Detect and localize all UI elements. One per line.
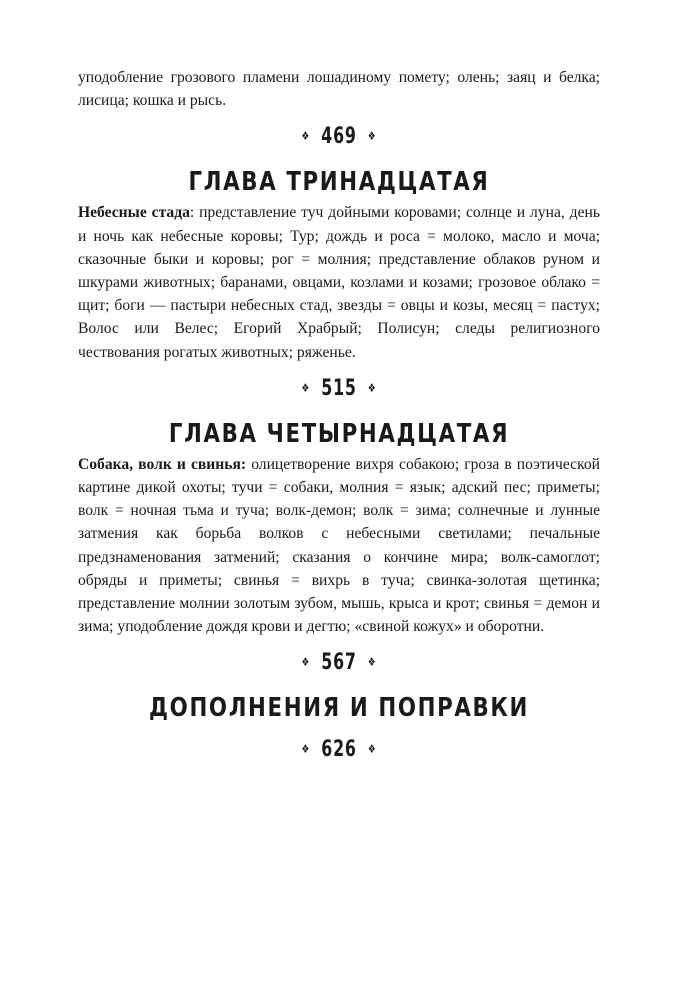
page-number-469	[130, 122, 548, 151]
ornament-icon: ❖	[301, 129, 311, 144]
chapter-13-summary	[78, 201, 600, 363]
chapter-14-title: ГЛАВА ЧЕТЫРНАДЦАТАЯ	[168, 418, 510, 449]
chapter-14-lead: Собака, волк и свинья:	[78, 455, 247, 473]
ornament-icon: ❖	[367, 129, 377, 144]
page-number-515	[130, 374, 548, 403]
ornament-icon: ❖	[367, 655, 377, 670]
page-number: 515	[321, 375, 357, 401]
chapter-13-text: : представление туч дойными коровами; солнце и луна, день и ночь как небесные коровы; Тур; дождь и роса = молоко, масло и моча; сказочные быки и коровы; рог = молния; представление облаков руном и шкурами животных; баранами, овцами, козлами и козами; грозовое облако = щит; боги — пастыри небесных стад, звезды = овцы и козы, месяц = пастух; Волос или Велес; Егорий Храбрый; Полисун; следы религиозного чествования рогатых животных; ряженье.	[78, 204, 600, 361]
chapter-13-title: ГЛАВА ТРИНАДЦАТАЯ	[188, 167, 490, 198]
page-number: 567	[321, 650, 357, 676]
page-number-567	[130, 648, 548, 677]
chapter-13-lead: Небесные стада	[78, 204, 190, 222]
ornament-icon: ❖	[301, 742, 311, 757]
chapter-14-text: олицетворение вихря собакою; гроза в поэтической картине дикой охоты; тучи = собаки, молния = язык; адский пес; приметы; волк = ночная тьма и туча; волк-демон; волк = зима; солнечные и лунные затмения как борьба волков с небесными светилами; печальные предзнаменования затмений; сказания о кончине мира; волк-самоглот; обряды и приметы; свинья = вихрь в туча; свинка-золотая щетинка; представление молнии золотым зубом, мышь, крыса и крот; свинья = демон и зима; уподобление дождя крови и дегтю; «свиной кожух» и оборотни.	[78, 455, 600, 636]
toc-page	[78, 66, 600, 764]
intro-paragraph: уподобление грозового пламени лошадиному помету; олень; заяц и белка; лисица; кошка и рысь.	[78, 69, 600, 110]
ornament-icon: ❖	[367, 742, 377, 757]
addenda-title: ДОПОЛНЕНИЯ И ПОПРАВКИ	[149, 693, 529, 724]
ornament-icon: ❖	[301, 655, 311, 670]
page-number: 469	[321, 124, 357, 150]
chapter-14-summary	[78, 453, 600, 639]
ornament-icon: ❖	[367, 380, 377, 395]
page-number-626	[130, 735, 548, 764]
page-number: 626	[321, 737, 357, 763]
ornament-icon: ❖	[301, 380, 311, 395]
